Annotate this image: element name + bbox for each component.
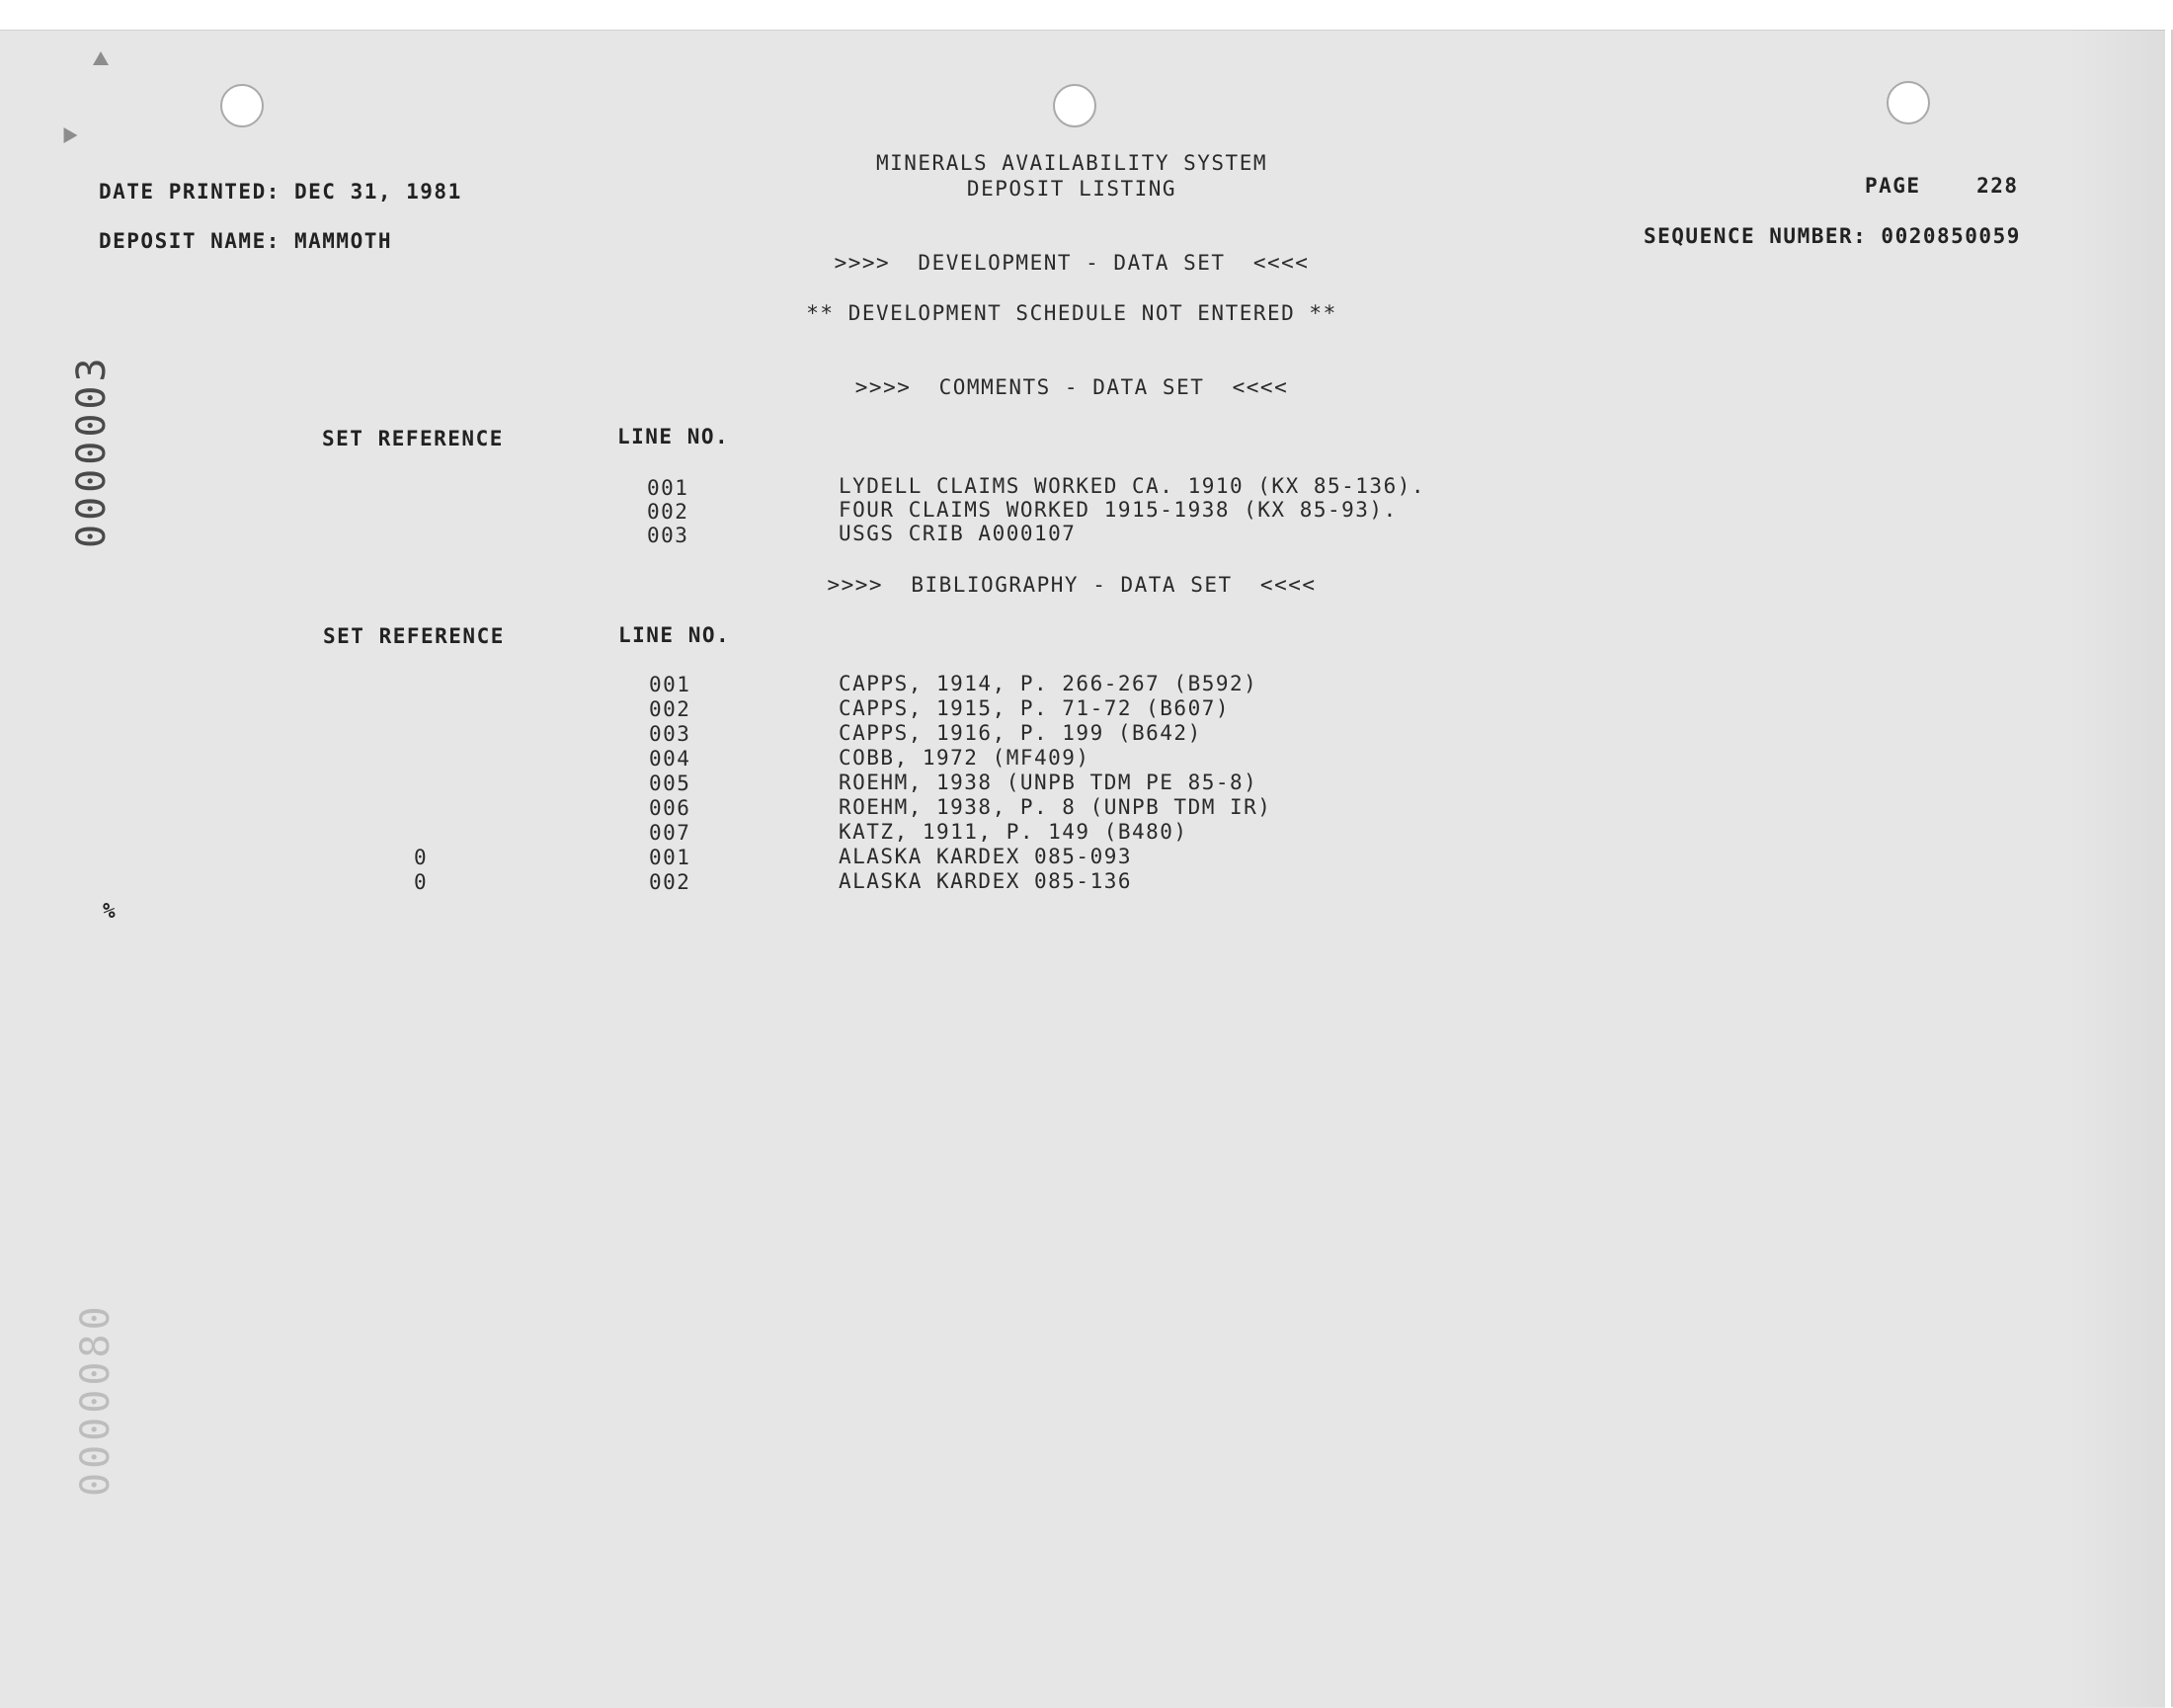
line-number: 001 (647, 476, 689, 500)
end-of-record-mark: % (103, 899, 118, 923)
line-number: 003 (649, 722, 691, 746)
page-number: PAGE 228 (1865, 174, 2019, 198)
date-printed: DATE PRINTED: DEC 31, 1981 (99, 180, 462, 203)
bibliography-text: ROEHM, 1938 (UNPB TDM PE 85-8) (839, 771, 1258, 794)
bibliography-text: ROEHM, 1938, P. 8 (UNPB TDM IR) (839, 795, 1272, 819)
punch-hole-right (1887, 81, 1930, 124)
line-number: 007 (649, 821, 691, 845)
comment-text: LYDELL CLAIMS WORKED CA. 1910 (KX 85-136). (839, 474, 1426, 498)
bibliography-text: KATZ, 1911, P. 149 (B480) (839, 820, 1188, 844)
bibliography-text: CAPPS, 1914, P. 266-267 (B592) (839, 672, 1258, 695)
frame-number: 0000003 (69, 354, 115, 548)
bibliography-text: ALASKA KARDEX 085-093 (839, 845, 1133, 868)
bibliography-text: CAPPS, 1915, P. 71-72 (B607) (839, 696, 1231, 720)
deposit-name: DEPOSIT NAME: MAMMOTH (99, 229, 393, 253)
punch-hole-left (220, 84, 264, 127)
bibliography-text: ALASKA KARDEX 085-136 (839, 869, 1133, 893)
sheet-edge-shade (2066, 30, 2165, 1707)
development-heading: >>>> DEVELOPMENT - DATA SET <<<< (834, 251, 1310, 275)
line-number: 001 (649, 846, 691, 869)
bibliography-col-line-no: LINE NO. (618, 623, 731, 647)
frame-number-faint: 0000080 (73, 1302, 119, 1497)
line-number: 001 (649, 673, 691, 696)
listing-title: DEPOSIT LISTING (966, 177, 1177, 201)
comment-text: FOUR CLAIMS WORKED 1915-1938 (KX 85-93). (839, 498, 1398, 522)
comments-heading: >>>> COMMENTS - DATA SET <<<< (854, 375, 1289, 399)
line-number: 005 (649, 772, 691, 795)
line-number: 004 (649, 747, 691, 771)
development-notice: ** DEVELOPMENT SCHEDULE NOT ENTERED ** (806, 301, 1337, 325)
set-reference: 0 (414, 846, 429, 869)
punch-hole-center (1053, 84, 1096, 127)
set-reference: 0 (414, 870, 429, 894)
comments-col-line-no: LINE NO. (617, 425, 730, 448)
bibliography-col-set-reference: SET REFERENCE (323, 624, 505, 648)
comment-text: USGS CRIB A000107 (839, 522, 1077, 545)
bibliography-heading: >>>> BIBLIOGRAPHY - DATA SET <<<< (827, 573, 1317, 597)
comments-col-set-reference: SET REFERENCE (322, 427, 504, 450)
bibliography-text: COBB, 1972 (MF409) (839, 746, 1090, 770)
line-number: 002 (647, 500, 689, 524)
bibliography-text: CAPPS, 1916, P. 199 (B642) (839, 721, 1202, 745)
line-number: 002 (649, 870, 691, 894)
system-title: MINERALS AVAILABILITY SYSTEM (875, 151, 1267, 175)
line-number: 002 (649, 697, 691, 721)
corner-mark-icon (93, 51, 109, 65)
line-number: 006 (649, 796, 691, 820)
sequence-number: SEQUENCE NUMBER: 0020850059 (1644, 224, 2021, 248)
line-number: 003 (647, 524, 689, 547)
